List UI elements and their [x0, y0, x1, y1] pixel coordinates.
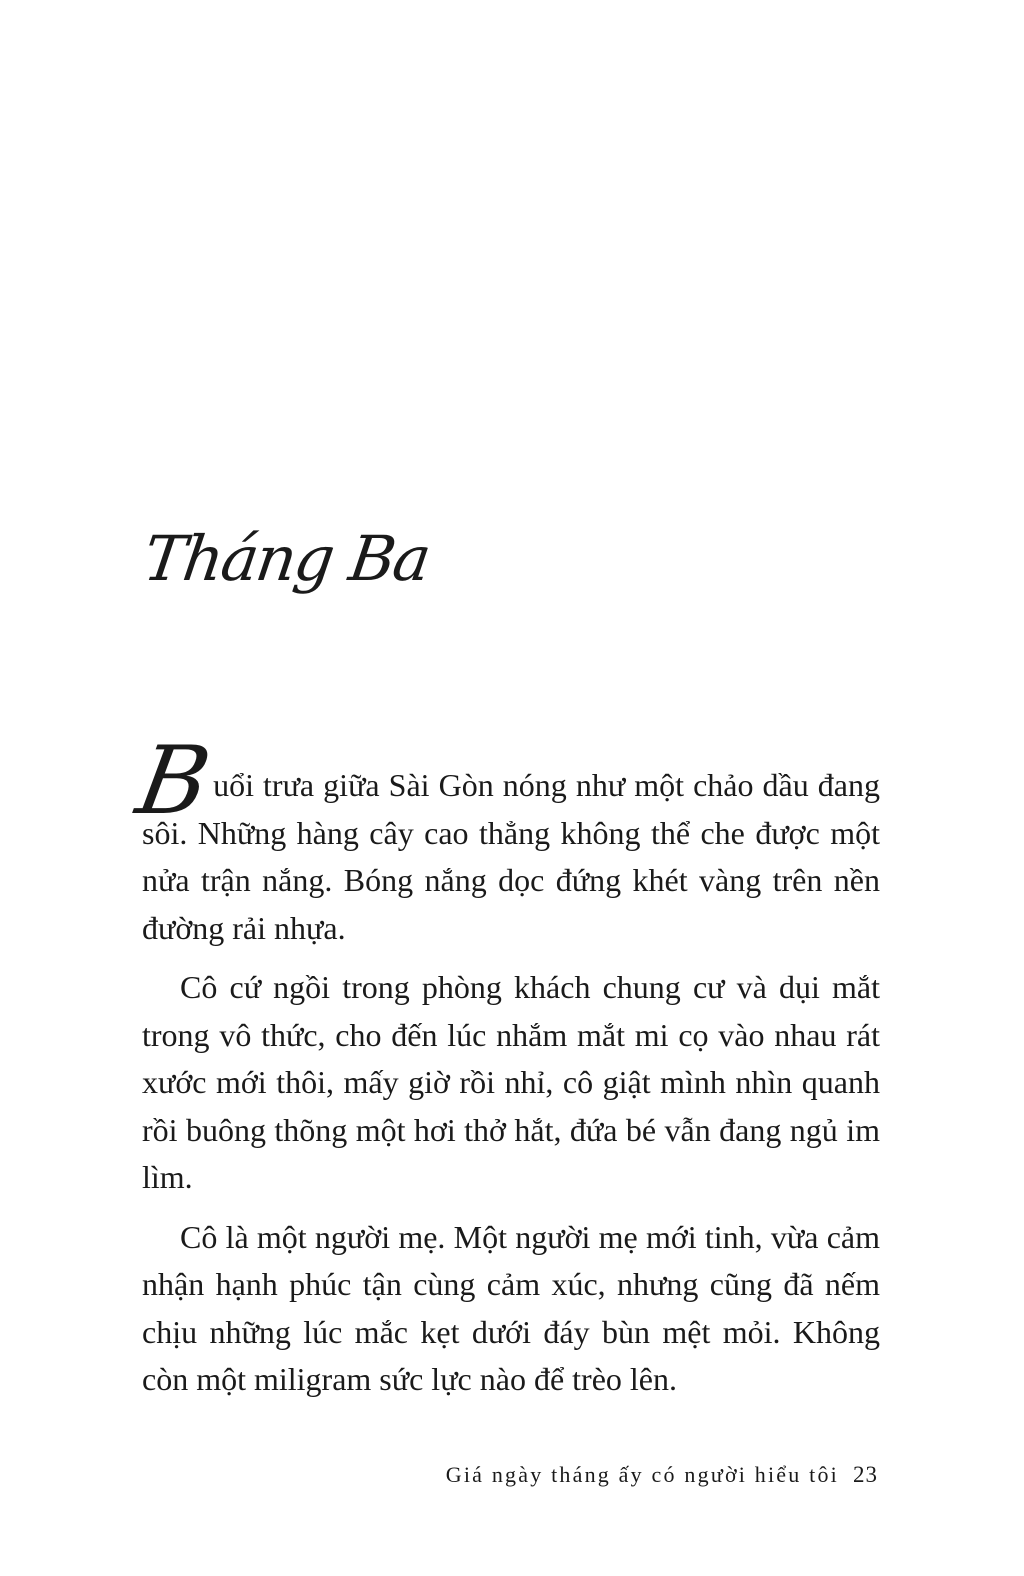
- body-text: [129, 727, 880, 1416]
- paragraph-1: [129, 727, 880, 952]
- chapter-title: Tháng Ba: [139, 522, 434, 595]
- page-number: 23: [853, 1462, 878, 1487]
- drop-cap: B: [129, 727, 218, 836]
- running-footer-title: Giá ngày tháng ấy có người hiểu tôi: [445, 1462, 839, 1487]
- paragraph-2: Cô cứ ngồi trong phòng khách chung cư và dụi mắt trong vô thức, cho đến lúc nhắm mắt mi cọ vào nhau rát xước mới thôi, mấy giờ rồi nhỉ, cô giật mình nhìn quanh rồi buông thõng một hơi thở hắt, đứa bé vẫn đang ngủ im lìm.: [142, 969, 880, 1195]
- paragraph-1-text: uổi trưa giữa Sài Gòn nóng như một chảo dầu đang sôi. Những hàng cây cao thẳng không thể che được một nửa trận nắng. Bóng nắng dọc đứng khét vàng trên nền đường rải nhựa.: [142, 767, 880, 946]
- running-footer: [446, 1462, 878, 1488]
- paragraph-3: Cô là một người mẹ. Một người mẹ mới tinh, vừa cảm nhận hạnh phúc tận cùng cảm xúc, nhưng cũng đã nếm chịu những lúc mắc kẹt dưới đáy bùn mệt mỏi. Không còn một miligram sức lực nào để trèo lên.: [142, 1218, 880, 1397]
